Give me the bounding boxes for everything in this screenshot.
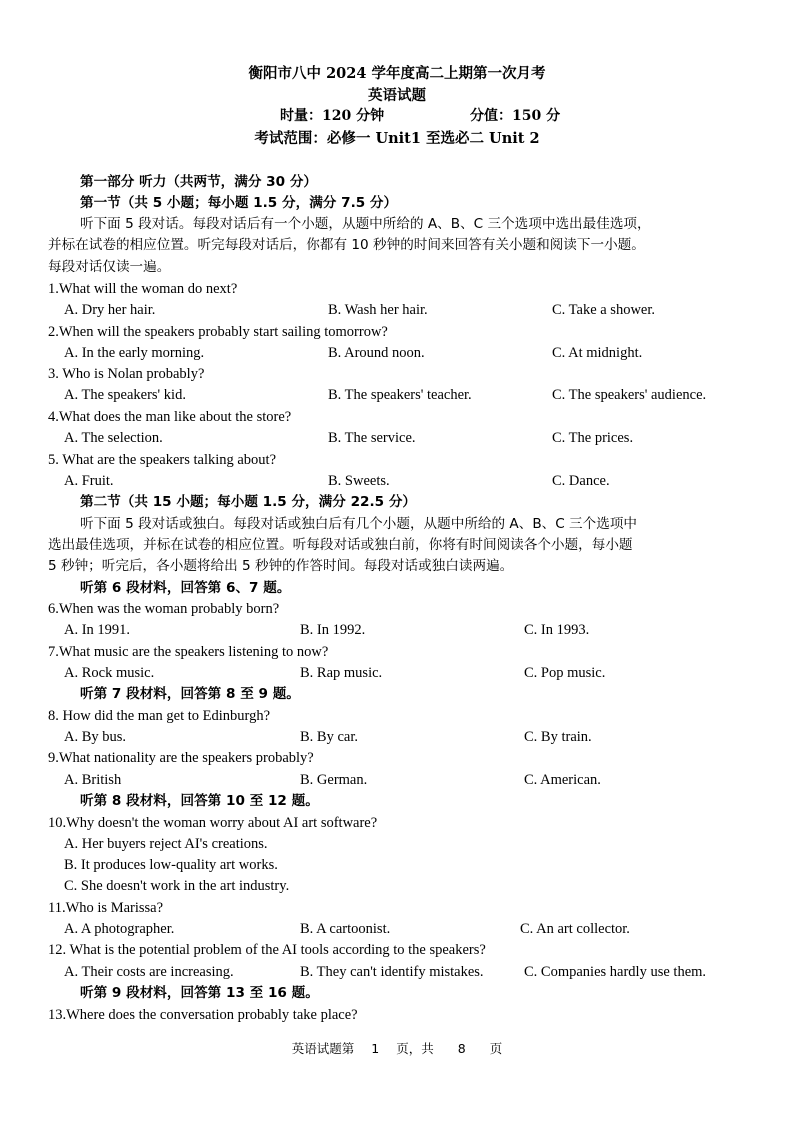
part1-heading: 第一部分 听力（共两节，满分 30 分） bbox=[80, 174, 318, 190]
option-a: A. The speakers' kid. bbox=[64, 387, 186, 403]
exam-title: 衡阳市八中 2024 学年度高二上期第一次月考 bbox=[248, 65, 546, 82]
option-b: B. The service. bbox=[328, 430, 416, 446]
question-stem: 12. What is the potential problem of the AI tools according to the speakers? bbox=[48, 942, 486, 958]
exam-subject: 英语试题 bbox=[368, 87, 426, 104]
option-c: C. She doesn't work in the art industry. bbox=[64, 878, 290, 894]
section2-instr-line: 选出最佳选项，并标在试卷的相应位置。听每段对话或独白前，你将有时间阅读各个小题，每小题 bbox=[48, 537, 633, 553]
section1-instr-line: 并标在试卷的相应位置。听完每段对话后，你都有 10 秒钟的时间来回答有关小题和阅读下一小题。 bbox=[48, 237, 645, 253]
option-c: C. At midnight. bbox=[552, 345, 643, 361]
option-b: B. German. bbox=[300, 772, 368, 788]
question-stem: 10.Why doesn't the woman worry about AI art software? bbox=[48, 815, 378, 831]
section1-instr-line: 听下面 5 段对话。每段对话后有一个小题，从题中所给的 A、B、C 三个选项中选出最佳选项， bbox=[80, 216, 651, 232]
footer-page-suffix: 页，共 bbox=[396, 1041, 434, 1056]
option-a: A. By bus. bbox=[64, 729, 127, 745]
option-b: B. Sweets. bbox=[328, 473, 390, 489]
option-a: A. In 1991. bbox=[64, 622, 131, 638]
option-c: C. The speakers' audience. bbox=[552, 387, 707, 403]
option-c: C. In 1993. bbox=[524, 622, 590, 638]
question-stem: 2.When will the speakers probably start sailing tomorrow? bbox=[48, 324, 388, 340]
option-c: C. American. bbox=[524, 772, 601, 788]
material-label: 听第 6 段材料，回答第 6、7 题。 bbox=[80, 580, 291, 596]
option-c: C. Take a shower. bbox=[552, 302, 656, 318]
question-stem: 1.What will the woman do next? bbox=[48, 281, 238, 297]
section2-instr-line: 听下面 5 段对话或独白。每段对话或独白后有几个小题，从题中所给的 A、B、C 三个选项中 bbox=[80, 516, 638, 532]
question-stem: 8. How did the man get to Edinburgh? bbox=[48, 708, 271, 724]
question-stem: 6.When was the woman probably born? bbox=[48, 601, 280, 617]
section1-heading: 第一节（共 5 小题；每小题 1.5 分，满分 7.5 分） bbox=[80, 195, 398, 211]
exam-scope: 考试范围：必修一 Unit1 至选必二 Unit 2 bbox=[254, 130, 540, 147]
option-c: C. Pop music. bbox=[524, 665, 606, 681]
option-a: A. Dry her hair. bbox=[64, 302, 156, 318]
question-stem: 3. Who is Nolan probably? bbox=[48, 366, 205, 382]
option-a: A. Rock music. bbox=[64, 665, 155, 681]
option-b: B. The speakers' teacher. bbox=[328, 387, 472, 403]
option-a: A. Fruit. bbox=[64, 473, 114, 489]
option-c: C. Companies hardly use them. bbox=[524, 964, 707, 980]
option-a: A. A photographer. bbox=[64, 921, 175, 937]
footer-total-suffix: 页 bbox=[489, 1041, 503, 1056]
section2-instr-line: 5 秒钟；听完后，各小题将给出 5 秒钟的作答时间。每段对话或独白读两遍。 bbox=[48, 558, 514, 574]
option-b: B. Wash her hair. bbox=[328, 302, 428, 318]
option-c: C. By train. bbox=[524, 729, 592, 745]
material-label: 听第 8 段材料，回答第 10 至 12 题。 bbox=[80, 793, 319, 809]
option-b: B. They can't identify mistakes. bbox=[300, 964, 484, 980]
option-c: C. An art collector. bbox=[520, 921, 630, 937]
option-c: C. Dance. bbox=[552, 473, 610, 489]
option-a: A. The selection. bbox=[64, 430, 163, 446]
option-b: B. Rap music. bbox=[300, 665, 383, 681]
section2-heading: 第二节（共 15 小题；每小题 1.5 分，满分 22.5 分） bbox=[80, 494, 417, 510]
question-stem: 11.Who is Marissa? bbox=[48, 900, 164, 916]
exam-time: 时量：120 分钟 bbox=[280, 108, 385, 124]
option-a: A. British bbox=[64, 772, 122, 788]
option-a: A. Their costs are increasing. bbox=[64, 964, 234, 980]
question-stem: 7.What music are the speakers listening to now? bbox=[48, 644, 329, 660]
footer-page-number: 1 bbox=[371, 1041, 380, 1056]
question-stem: 9.What nationality are the speakers probably? bbox=[48, 750, 314, 766]
option-a: A. Her buyers reject AI's creations. bbox=[64, 836, 268, 852]
exam-score: 分值：150 分 bbox=[470, 108, 561, 124]
material-label: 听第 9 段材料，回答第 13 至 16 题。 bbox=[80, 985, 319, 1001]
question-stem: 5. What are the speakers talking about? bbox=[48, 452, 277, 468]
page-footer bbox=[0, 1039, 794, 1057]
option-b: B. A cartoonist. bbox=[300, 921, 391, 937]
question-stem: 4.What does the man like about the store? bbox=[48, 409, 292, 425]
section1-instr-line: 每段对话仅读一遍。 bbox=[48, 259, 171, 275]
option-b: B. In 1992. bbox=[300, 622, 366, 638]
question-stem: 13.Where does the conversation probably take place? bbox=[48, 1007, 358, 1023]
material-label: 听第 7 段材料，回答第 8 至 9 题。 bbox=[80, 686, 300, 702]
option-c: C. The prices. bbox=[552, 430, 634, 446]
footer-label: 英语试题第 bbox=[291, 1041, 355, 1056]
option-a: A. In the early morning. bbox=[64, 345, 205, 361]
option-b: B. It produces low-quality art works. bbox=[64, 857, 278, 873]
option-b: B. By car. bbox=[300, 729, 358, 745]
footer-total-pages: 8 bbox=[457, 1041, 466, 1056]
option-b: B. Around noon. bbox=[328, 345, 425, 361]
